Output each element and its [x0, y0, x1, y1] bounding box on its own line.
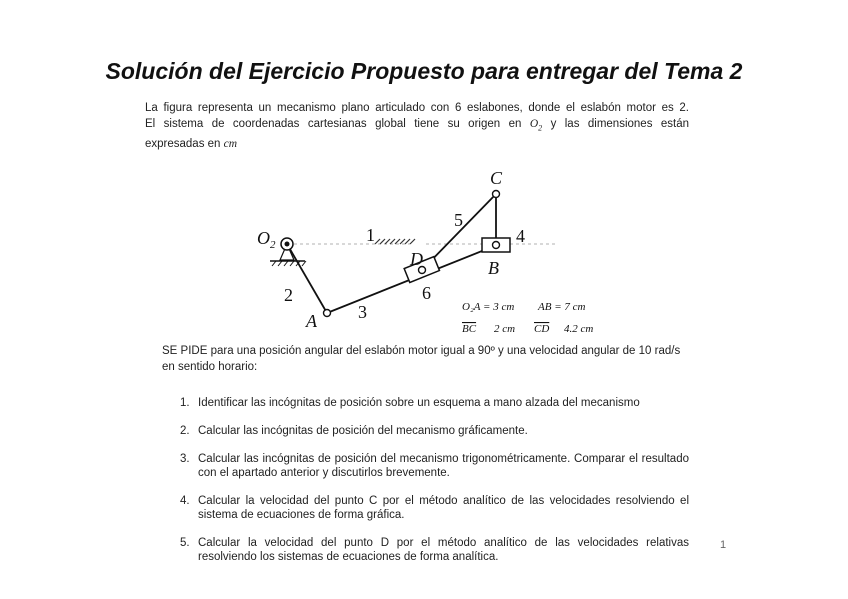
joint-b [493, 242, 500, 249]
unit-label: cm [223, 138, 238, 151]
dimension-cd-value: 4.2 cm [564, 323, 594, 335]
mechanism-diagram [250, 162, 610, 340]
statement-line-2: El sistema de coordenadas cartesianas global tiene su origen en $O_2$ y las dimensiones están [145, 118, 690, 133]
origin-symbol: $O_2$ [529, 118, 543, 133]
mechanism-svg [250, 162, 610, 340]
statement-line-3: expresadas en cm [145, 138, 238, 151]
requirement-text: SE PIDE para una posición angular del eslabón motor igual a 90º y una velocidad angular de 10 rad/s en sentido horario: [162, 345, 681, 373]
task-list [180, 396, 689, 578]
label-link-4: 4 [516, 226, 525, 246]
task-item: 1. Identificar las incógnitas de posición sobre un esquema a mano alzada del mecanismo [180, 397, 640, 409]
ground-hatch-link1 [375, 239, 415, 244]
label-a: A [306, 311, 317, 331]
dimension-cd-label: CD [534, 323, 550, 335]
task-item: 5. Calcular la velocidad del punto D por el método analítico de las velocidades relativas resolviendo los sistemas de ecuaciones de forma analítica. [180, 537, 689, 563]
dimension-bc-value: 2 cm [494, 323, 516, 335]
joint-o2-center [285, 242, 290, 247]
dimension-bc-label: BC [462, 323, 477, 335]
dimension-o2a: O₂A = 3 cm [462, 301, 515, 313]
joint-c [493, 191, 500, 198]
page-number: 1 [720, 539, 727, 551]
label-link-6: 6 [422, 283, 431, 303]
statement-line-1: La figura representa un mecanismo plano articulado con 6 eslabones, donde el eslabón motor es 2. [145, 102, 689, 114]
label-link-1: 1 [366, 225, 375, 245]
task-item: 2. Calcular las incógnitas de posición del mecanismo gráficamente. [180, 425, 528, 437]
problem-statement [145, 100, 689, 152]
label-link-2: 2 [284, 285, 293, 305]
label-o2: $O_2$ [257, 228, 276, 251]
label-link-3: 3 [358, 302, 367, 322]
label-d: D [410, 249, 423, 269]
link-2 [287, 244, 327, 313]
label-c: C [490, 168, 503, 188]
task-item: 3. Calcular las incógnitas de posición del mecanismo trigonométricamente. Comparar el resultado con el apartado anterior y discutirlos brevemente. [180, 453, 689, 479]
joint-a [324, 310, 331, 317]
label-b: B [488, 258, 499, 278]
slide-title: Solución del Ejercicio Propuesto para entregar del Tema 2 [105, 58, 743, 84]
task-item: 4. Calcular la velocidad del punto C por el método analítico de las velocidades resolviendo el sistema de ecuaciones de forma gráfica. [180, 495, 689, 521]
label-link-5: 5 [454, 210, 463, 230]
dimension-ab: AB = 7 cm [538, 301, 586, 313]
